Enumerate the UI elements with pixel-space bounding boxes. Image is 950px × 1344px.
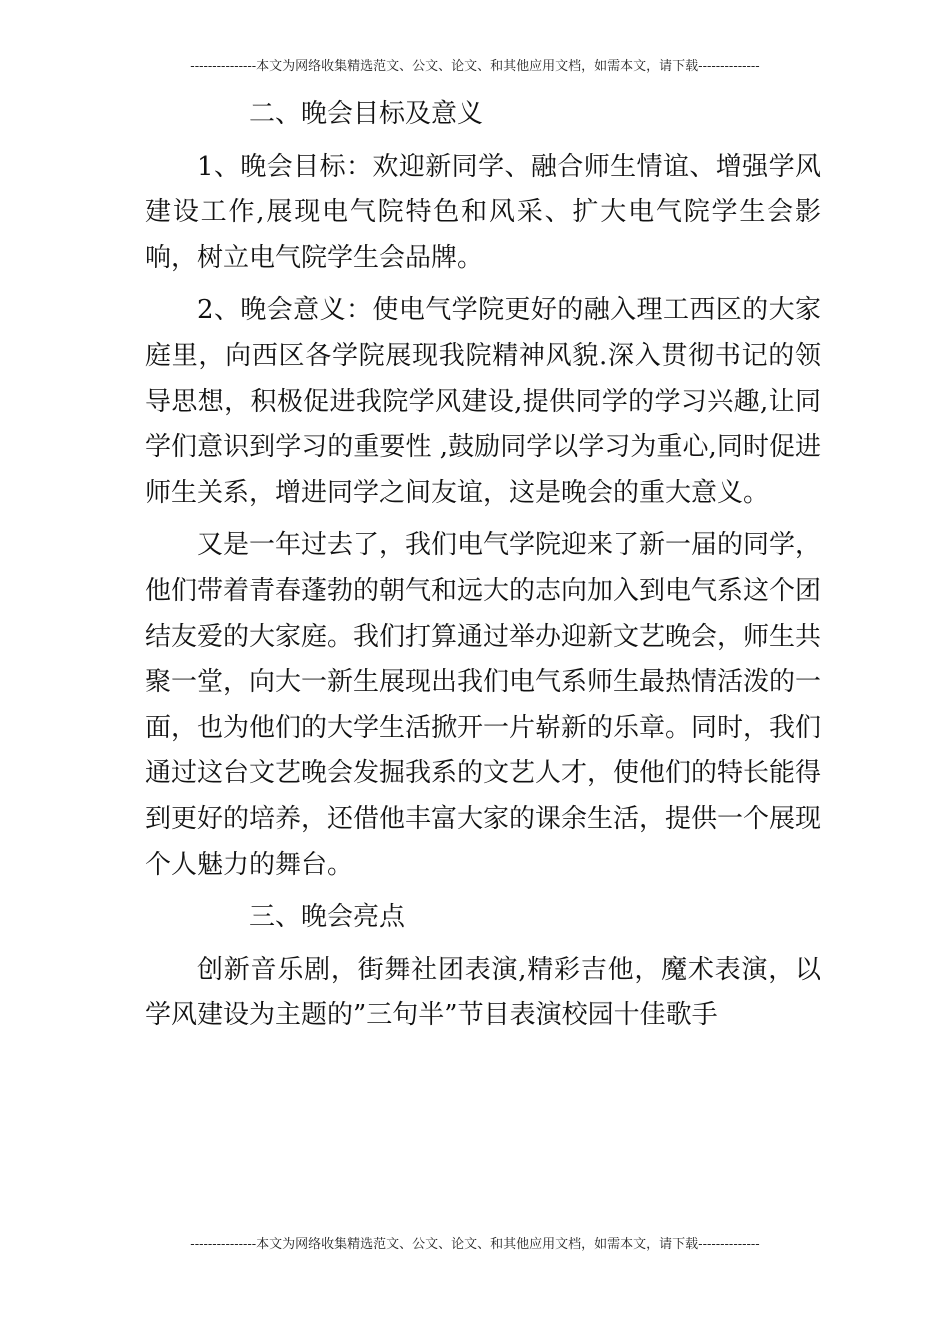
paragraph-goal: 1、晚会目标：欢迎新同学、融合师生情谊、增强学风建设工作,展现电气院特色和风采、扩大电气院学生会影响，树立电气院学生会品牌。 (145, 151, 821, 273)
section-heading-goals: 二、晚会目标及意义 (249, 99, 484, 129)
page-header-banner: ---------------本文为网络收集精选范文、公文、论文、和其他应用文档，如需本文，请下载-------------- (190, 59, 760, 74)
paragraph-highlights: 创新音乐剧，街舞社团表演,精彩吉他，魔术表演，以学风建设为主题的”三句半”节目表演校园十佳歌手 (145, 954, 821, 1031)
page-footer-banner: ---------------本文为网络收集精选范文、公文、论文、和其他应用文档，如需本文，请下载-------------- (190, 1237, 760, 1252)
section-heading-highlights: 三、晚会亮点 (249, 902, 406, 933)
paragraph-intro: 又是一年过去了，我们电气学院迎来了新一届的同学，他们带着青春蓬勃的朝气和远大的志向加入到电气系这个团结友爱的大家庭。我们打算通过举办迎新文艺晚会，师生共聚一堂，向大一新生展现出我们电气系师生最热情活泼的一面，也为他们的大学生活掀开一片崭新的乐章。同时，我们通过这台文艺晚会发掘我系的文艺人才，使他们的特长能得到更好的培养，还借他丰富大家的课余生活，提供一个展现个人魅力的舞台。 (145, 530, 822, 880)
paragraph-meaning: 2、晚会意义：使电气学院更好的融入理工西区的大家庭里，向西区各学院展现我院精神风貌.深入贯彻书记的领导思想，积极促进我院学风建设,提供同学的学习兴趣,让同学们意识到学习的重要性 ,鼓励同学以学习为重心,同时促进师生关系，增进同学之间友谊，这是晚会的重大意义。 (145, 295, 821, 508)
document-body (145, 92, 821, 1046)
